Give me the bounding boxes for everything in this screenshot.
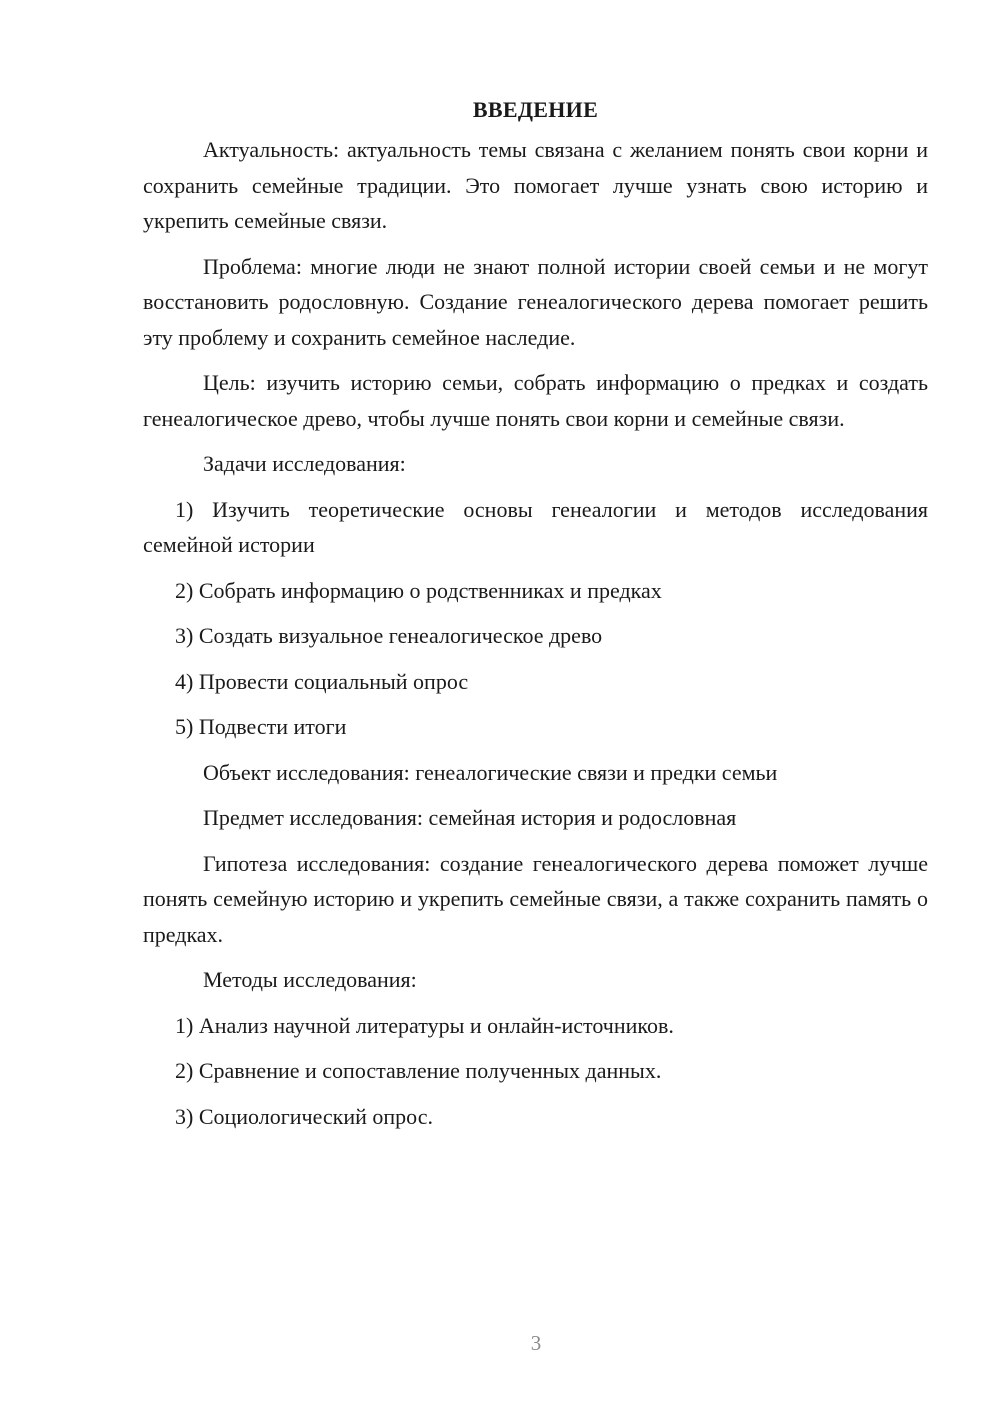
task-item: 2) Собрать информацию о родственниках и предках: [175, 577, 662, 603]
task-item: 5) Подвести итоги: [175, 714, 347, 739]
method-item: 2) Сравнение и сопоставление полученных данных.: [175, 1058, 662, 1083]
subject-paragraph: Предмет исследования: семейная история и родословная: [203, 805, 737, 830]
task-item: 1) Изучить теоретические основы генеалогии и методов исследования семейной истории: [143, 496, 928, 557]
method-item: 1) Анализ научной литературы и онлайн-источников.: [175, 1012, 674, 1038]
document-page: [143, 92, 928, 1144]
hypothesis-paragraph: Гипотеза исследования: создание генеалогического дерева поможет лучше понять семейную историю и укрепить семейные связи, а также сохранить память о предках.: [143, 850, 928, 947]
tasks-title: Задачи исследования:: [203, 451, 406, 476]
page-number: 3: [530, 1331, 542, 1355]
relevance-paragraph: Актуальность: актуальность темы связана с желанием понять свои корни и сохранить семейные традиции. Это помогает лучше узнать свою историю и укрепить семейные связи.: [143, 137, 928, 233]
page-heading: ВВЕДЕНИЕ: [472, 97, 599, 122]
method-item: 3) Социологический опрос.: [175, 1103, 433, 1129]
methods-title: Методы исследования:: [203, 967, 417, 992]
goal-paragraph: Цель: изучить историю семьи, собрать информацию о предках и создать генеалогическое древо, чтобы лучше понять свои корни и семейные связи.: [143, 370, 928, 431]
task-item: 3) Создать визуальное генеалогическое древо: [175, 623, 603, 648]
object-paragraph: Объект исследования: генеалогические связи и предки семьи: [203, 759, 778, 785]
problem-paragraph: Проблема: многие люди не знают полной истории своей семьи и не могут восстановить родословную. Создание генеалогического дерева помогает решить эту проблему и сохранить семейное наследие.: [143, 253, 928, 350]
task-item: 4) Провести социальный опрос: [175, 668, 469, 694]
